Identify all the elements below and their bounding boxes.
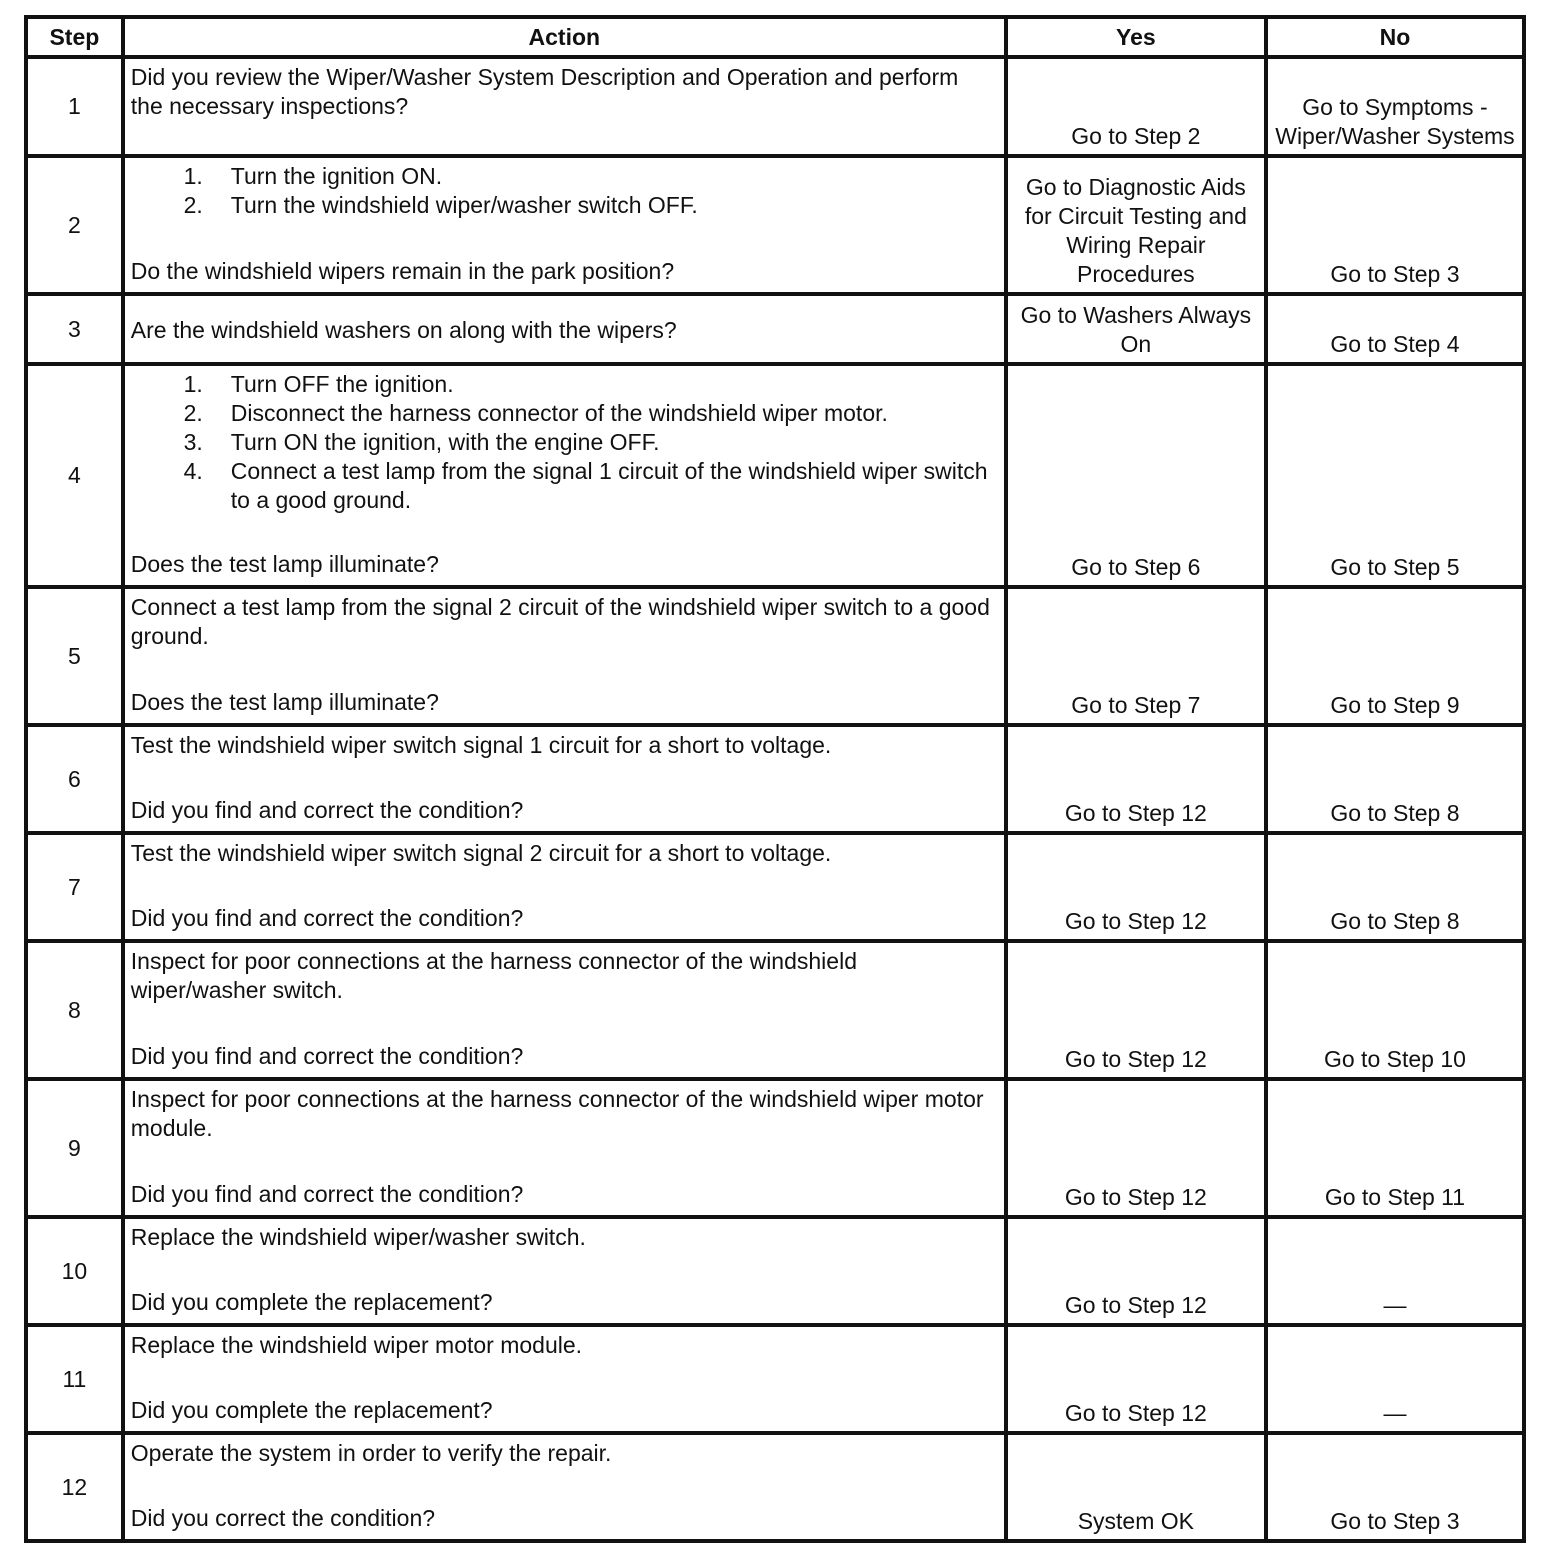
no-result: — xyxy=(1266,1217,1524,1325)
no-result: Go to Step 10 xyxy=(1266,941,1524,1079)
action-text: Test the windshield wiper switch signal 2 circuit for a short to voltage. xyxy=(130,840,832,866)
step-number: 3 xyxy=(26,294,123,364)
instruction-item: 4. Connect a test lamp from the signal 1 circuit of the windshield wiper switch to a good ground. xyxy=(183,458,988,513)
step-number: 1 xyxy=(26,57,123,156)
no-result: Go to Step 11 xyxy=(1266,1079,1524,1217)
step-number: 11 xyxy=(26,1325,123,1433)
no-result: Go to Step 8 xyxy=(1266,833,1524,941)
header-yes: Yes xyxy=(1006,17,1266,57)
table-row xyxy=(26,1433,1524,1541)
action-cell xyxy=(123,1433,1006,1541)
table-row xyxy=(26,587,1524,725)
action-text: Operate the system in order to verify the repair. xyxy=(130,1440,612,1466)
table-row xyxy=(26,156,1524,294)
no-result: Go to Step 8 xyxy=(1266,725,1524,833)
no-result: Go to Step 9 xyxy=(1266,587,1524,725)
action-text: Connect a test lamp from the signal 2 circuit of the windshield wiper switch to a good ground. xyxy=(130,594,990,649)
action-cell xyxy=(123,833,1006,941)
instruction-item: 2. Turn the windshield wiper/washer switch OFF. xyxy=(183,192,698,218)
action-cell xyxy=(123,941,1006,1079)
table-row xyxy=(26,725,1524,833)
action-question: Did you complete the replacement? xyxy=(130,1289,493,1315)
yes-result: Go to Washers Always On xyxy=(1006,294,1266,364)
action-cell xyxy=(123,1079,1006,1217)
yes-result: Go to Step 2 xyxy=(1006,57,1266,156)
action-question: Did you complete the replacement? xyxy=(130,1397,493,1423)
action-question: Did you find and correct the condition? xyxy=(130,1181,524,1207)
no-result: Go to Step 3 xyxy=(1266,1433,1524,1541)
action-text: Test the windshield wiper switch signal 1 circuit for a short to voltage. xyxy=(130,732,832,758)
yes-result: Go to Step 12 xyxy=(1006,1325,1266,1433)
table-row xyxy=(26,1079,1524,1217)
no-result: Go to Symptoms - Wiper/Washer Systems xyxy=(1266,57,1524,156)
action-text: Inspect for poor connections at the harness connector of the windshield wiper motor module. xyxy=(130,1086,984,1141)
instruction-item: 2. Disconnect the harness connector of the windshield wiper motor. xyxy=(183,400,888,426)
action-cell xyxy=(123,364,1006,587)
action-question: Did you find and correct the condition? xyxy=(130,1043,524,1069)
action-text: Replace the windshield wiper/washer switch. xyxy=(130,1224,586,1250)
action-cell xyxy=(123,1217,1006,1325)
step-number: 9 xyxy=(26,1079,123,1217)
action-text: Are the windshield washers on along with the wipers? xyxy=(130,316,677,343)
action-cell xyxy=(123,725,1006,833)
action-question: Did you find and correct the condition? xyxy=(130,905,524,931)
instruction-list xyxy=(131,370,992,515)
table-row xyxy=(26,364,1524,587)
header-row xyxy=(26,17,1524,57)
action-cell xyxy=(123,156,1006,294)
yes-result: Go to Step 7 xyxy=(1006,587,1266,725)
table-row xyxy=(26,833,1524,941)
no-result: Go to Step 5 xyxy=(1266,364,1524,587)
table-row xyxy=(26,1217,1524,1325)
step-number: 12 xyxy=(26,1433,123,1541)
table-row xyxy=(26,1325,1524,1433)
action-cell xyxy=(123,57,1006,156)
action-question: Did you find and correct the condition? xyxy=(130,797,524,823)
no-result: — xyxy=(1266,1325,1524,1433)
header-action: Action xyxy=(123,17,1006,57)
action-cell xyxy=(123,1325,1006,1433)
action-text: Replace the windshield wiper motor module. xyxy=(130,1332,583,1358)
yes-result: Go to Step 12 xyxy=(1006,725,1266,833)
diagnostic-table xyxy=(24,15,1526,1543)
action-cell xyxy=(123,587,1006,725)
step-number: 7 xyxy=(26,833,123,941)
step-number: 6 xyxy=(26,725,123,833)
step-number: 2 xyxy=(26,156,123,294)
action-question: Do the windshield wipers remain in the park position? xyxy=(130,258,675,284)
step-number: 10 xyxy=(26,1217,123,1325)
header-no: No xyxy=(1266,17,1524,57)
action-text: Did you review the Wiper/Washer System Description and Operation and perform the necessary inspections? xyxy=(130,64,959,119)
yes-result: Go to Step 12 xyxy=(1006,1217,1266,1325)
action-question: Does the test lamp illuminate? xyxy=(130,551,439,577)
action-question: Does the test lamp illuminate? xyxy=(130,689,439,715)
yes-result: Go to Step 12 xyxy=(1006,941,1266,1079)
table-row xyxy=(26,294,1524,364)
yes-result: Go to Step 12 xyxy=(1006,833,1266,941)
table-row xyxy=(26,57,1524,156)
step-number: 4 xyxy=(26,364,123,587)
step-number: 5 xyxy=(26,587,123,725)
no-result: Go to Step 4 xyxy=(1266,294,1524,364)
yes-result: Go to Step 6 xyxy=(1006,364,1266,587)
yes-result: Go to Step 12 xyxy=(1006,1079,1266,1217)
yes-result: Go to Diagnostic Aids for Circuit Testing and Wiring Repair Procedures xyxy=(1006,156,1266,294)
step-number: 8 xyxy=(26,941,123,1079)
instruction-item: 1. Turn the ignition ON. xyxy=(183,163,443,189)
action-text: Inspect for poor connections at the harness connector of the windshield wiper/washer switch. xyxy=(130,948,857,1003)
instruction-list xyxy=(131,162,992,220)
action-cell xyxy=(123,294,1006,364)
yes-result: System OK xyxy=(1006,1433,1266,1541)
action-question: Did you correct the condition? xyxy=(130,1505,436,1531)
instruction-item: 1. Turn OFF the ignition. xyxy=(183,371,454,397)
header-step: Step xyxy=(26,17,123,57)
instruction-item: 3. Turn ON the ignition, with the engine OFF. xyxy=(183,429,660,455)
table-row xyxy=(26,941,1524,1079)
no-result: Go to Step 3 xyxy=(1266,156,1524,294)
